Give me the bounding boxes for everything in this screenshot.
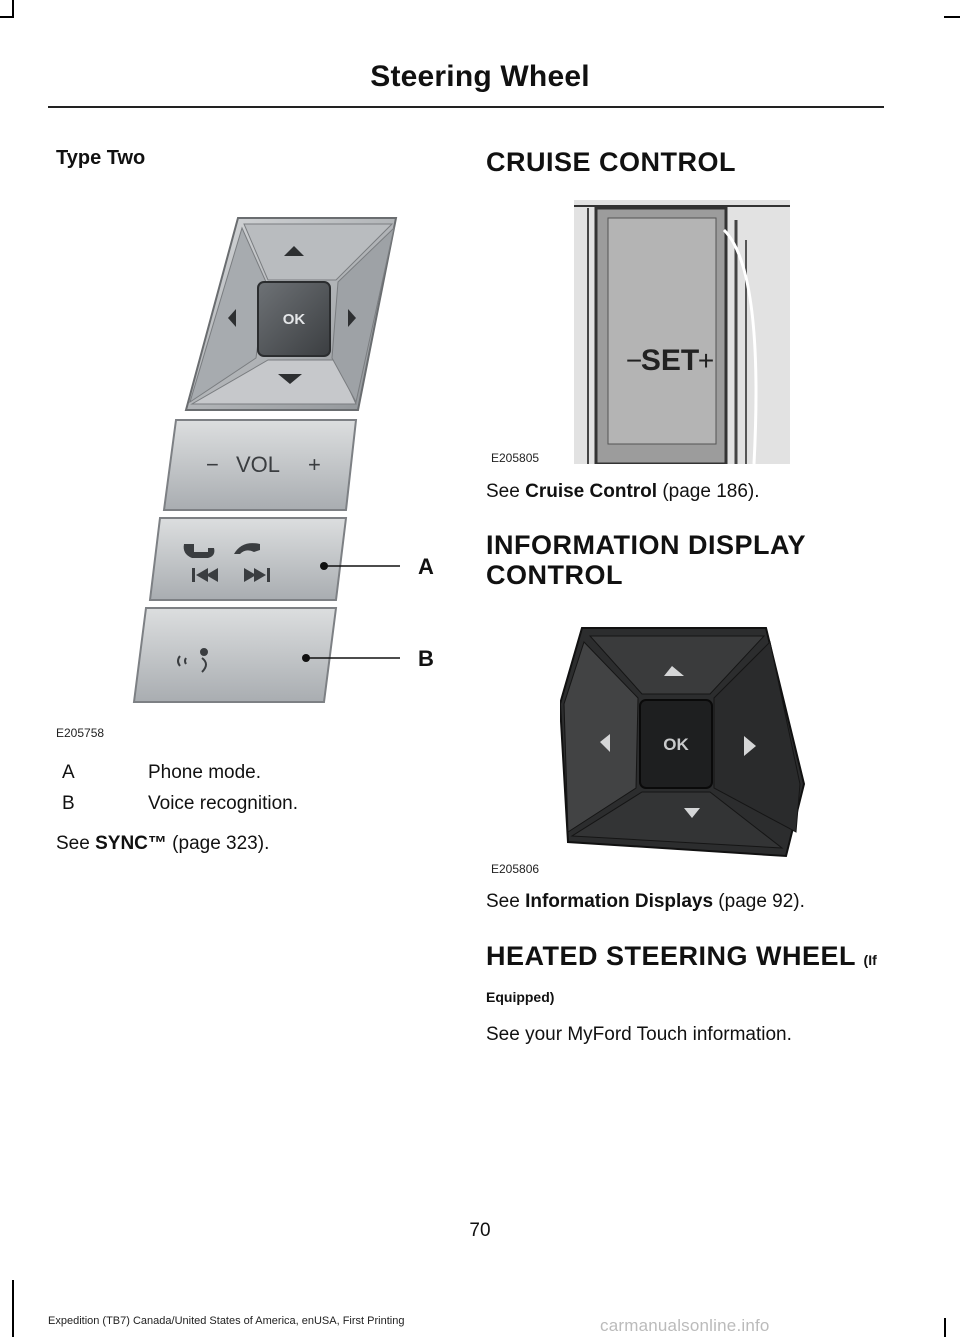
heading-heated-steering-wheel: HEATED STEERING WHEEL (If	[486, 941, 877, 971]
set-minus-label: −	[625, 345, 643, 376]
figure-code-e205806: E205806	[491, 862, 540, 876]
vol-label: VOL	[235, 452, 281, 477]
heading-cruise-control: CRUISE CONTROL	[486, 147, 736, 177]
callout-b: B	[418, 646, 434, 671]
ok-label: OK	[282, 311, 306, 328]
list-item	[56, 762, 261, 784]
see-cruise-text: See Cruise Control (page 186).	[486, 481, 760, 502]
see-sync-text: See SYNC™ (page 323).	[56, 833, 270, 854]
cruise-control-illustration	[574, 200, 790, 464]
info-ok-label: OK	[663, 735, 689, 754]
callout-a: A	[418, 554, 434, 579]
subheading-type-two: Type Two	[56, 147, 146, 169]
figure-code-e205758: E205758	[56, 726, 105, 740]
list-key: B	[62, 793, 75, 814]
cruise-control-link[interactable]: Cruise Control	[525, 481, 658, 502]
heated-text: See your MyFord Touch information.	[486, 1024, 792, 1045]
see-info-display-text: See Information Displays (page 92).	[486, 891, 805, 912]
steering-switch-illustration	[56, 188, 446, 728]
vol-minus-label: −	[206, 452, 219, 477]
figure-code-e205805: E205805	[491, 451, 540, 465]
crop-mark-top-left-h	[0, 16, 14, 18]
crop-mark-bottom-right-v	[944, 1318, 946, 1337]
sync-link[interactable]: SYNC™	[95, 833, 167, 854]
watermark: carmanualsonline.info	[600, 1316, 770, 1335]
list-text: Phone mode.	[148, 762, 262, 783]
list-item	[56, 793, 298, 815]
set-plus-label: +	[697, 345, 715, 376]
crop-mark-top-right-h	[944, 16, 960, 18]
information-displays-link[interactable]: Information Displays	[525, 891, 714, 912]
heated-qualifier: Equipped)	[486, 989, 555, 1005]
list-text: Voice recognition.	[148, 793, 298, 814]
page-number: 70	[469, 1220, 491, 1241]
heading-info-display: INFORMATION DISPLAY CONTROL	[486, 530, 807, 590]
vol-plus-label: +	[308, 452, 321, 477]
page-title: Steering Wheel	[370, 60, 590, 93]
list-key: A	[62, 762, 75, 783]
footer-text: Expedition (TB7) Canada/United States of America, enUSA, First Printing	[48, 1315, 405, 1327]
info-display-control-illustration	[560, 624, 808, 860]
header-rule	[48, 106, 884, 108]
crop-mark-bottom-left-v	[12, 1280, 14, 1337]
phone-button	[150, 518, 346, 600]
set-label: SET	[640, 344, 700, 377]
